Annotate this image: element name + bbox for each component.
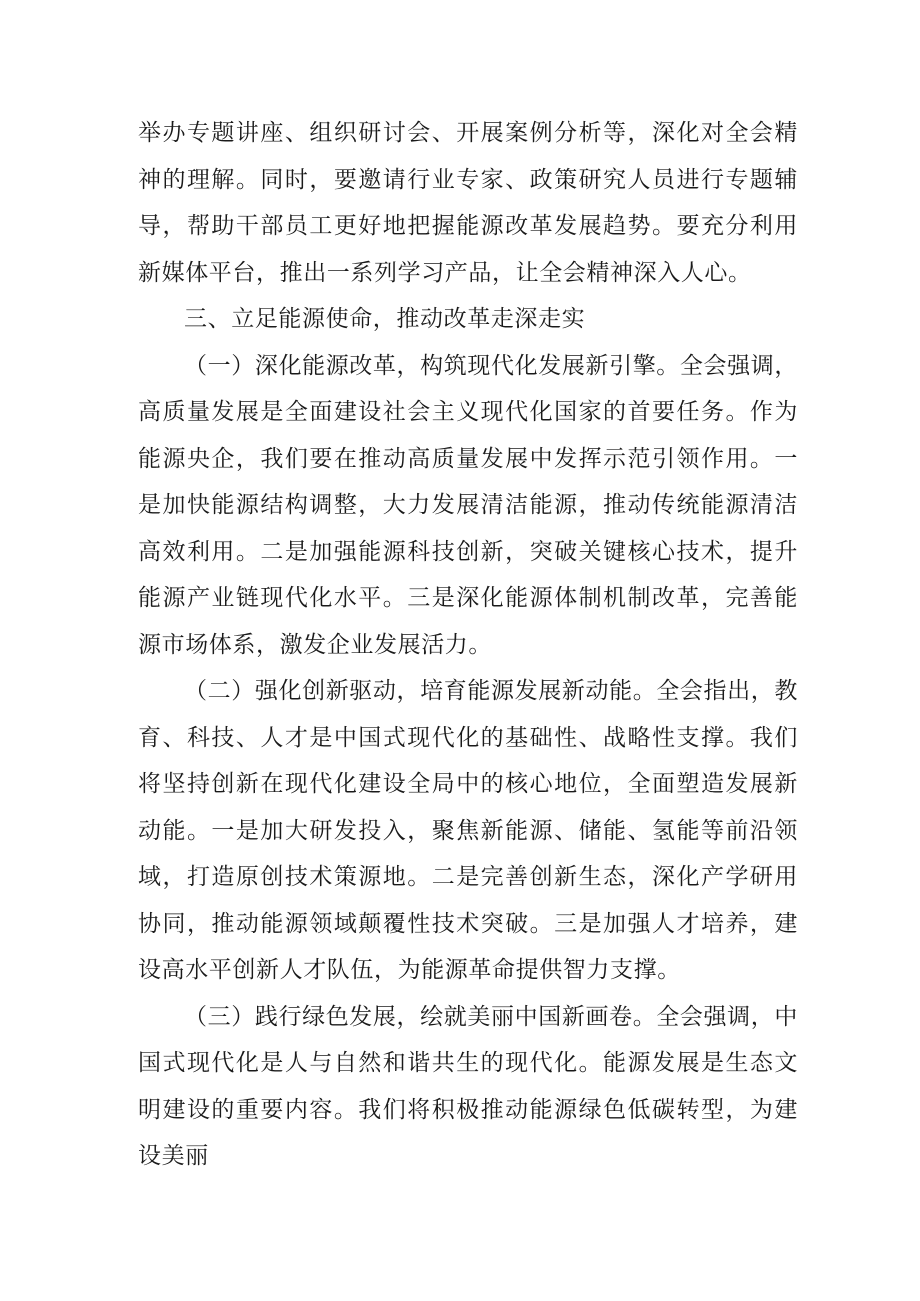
- body-paragraph-subsection-2: （二）强化创新驱动，培育能源发展新动能。全会指出，教育、科技、人才是中国式现代化的基础性、战略性支撑。我们将坚持创新在现代化建设全局中的核心地位，全面塑造发展新动能。一是加大研发投入，聚焦新能源、储能、氢能等前沿领域，打造原创技术策源地。二是完善创新生态，深化产学研用协同，推动能源领域颠覆性技术突破。三是加强人才培养，建设高水平创新人才队伍，为能源革命提供智力支撑。: [138, 678, 798, 983]
- body-paragraph-subsection-1: （一）深化能源改革，构筑现代化发展新引擎。全会强调，高质量发展是全面建设社会主义现代化国家的首要任务。作为能源央企，我们要在推动高质量发展中发挥示范引领作用。一是加快能源结构调整，大力发展清洁能源，推动传统能源清洁高效利用。二是加强能源科技创新，突破关键核心技术，提升能源产业链现代化水平。三是深化能源体制机制改革，完善能源市场体系，激发企业发展活力。: [138, 352, 798, 658]
- document-body: [138, 110, 798, 1180]
- section-heading-3: 三、立足能源使命，推动改革走深走实: [184, 306, 586, 332]
- body-paragraph-subsection-3: （三）践行绿色发展，绘就美丽中国新画卷。全会强调，中国式现代化是人与自然和谐共生的现代化。能源发展是生态文明建设的重要内容。我们将积极推动能源绿色低碳转型，为建设美丽: [138, 1003, 798, 1169]
- body-paragraph-continuation: 举办专题讲座、组织研讨会、开展案例分析等，深化对全会精神的理解。同时，要邀请行业专家、政策研究人员进行专题辅导，帮助干部员工更好地把握能源改革发展趋势。要充分利用新媒体平台，推出一系列学习产品，让全会精神深入人心。: [138, 120, 798, 286]
